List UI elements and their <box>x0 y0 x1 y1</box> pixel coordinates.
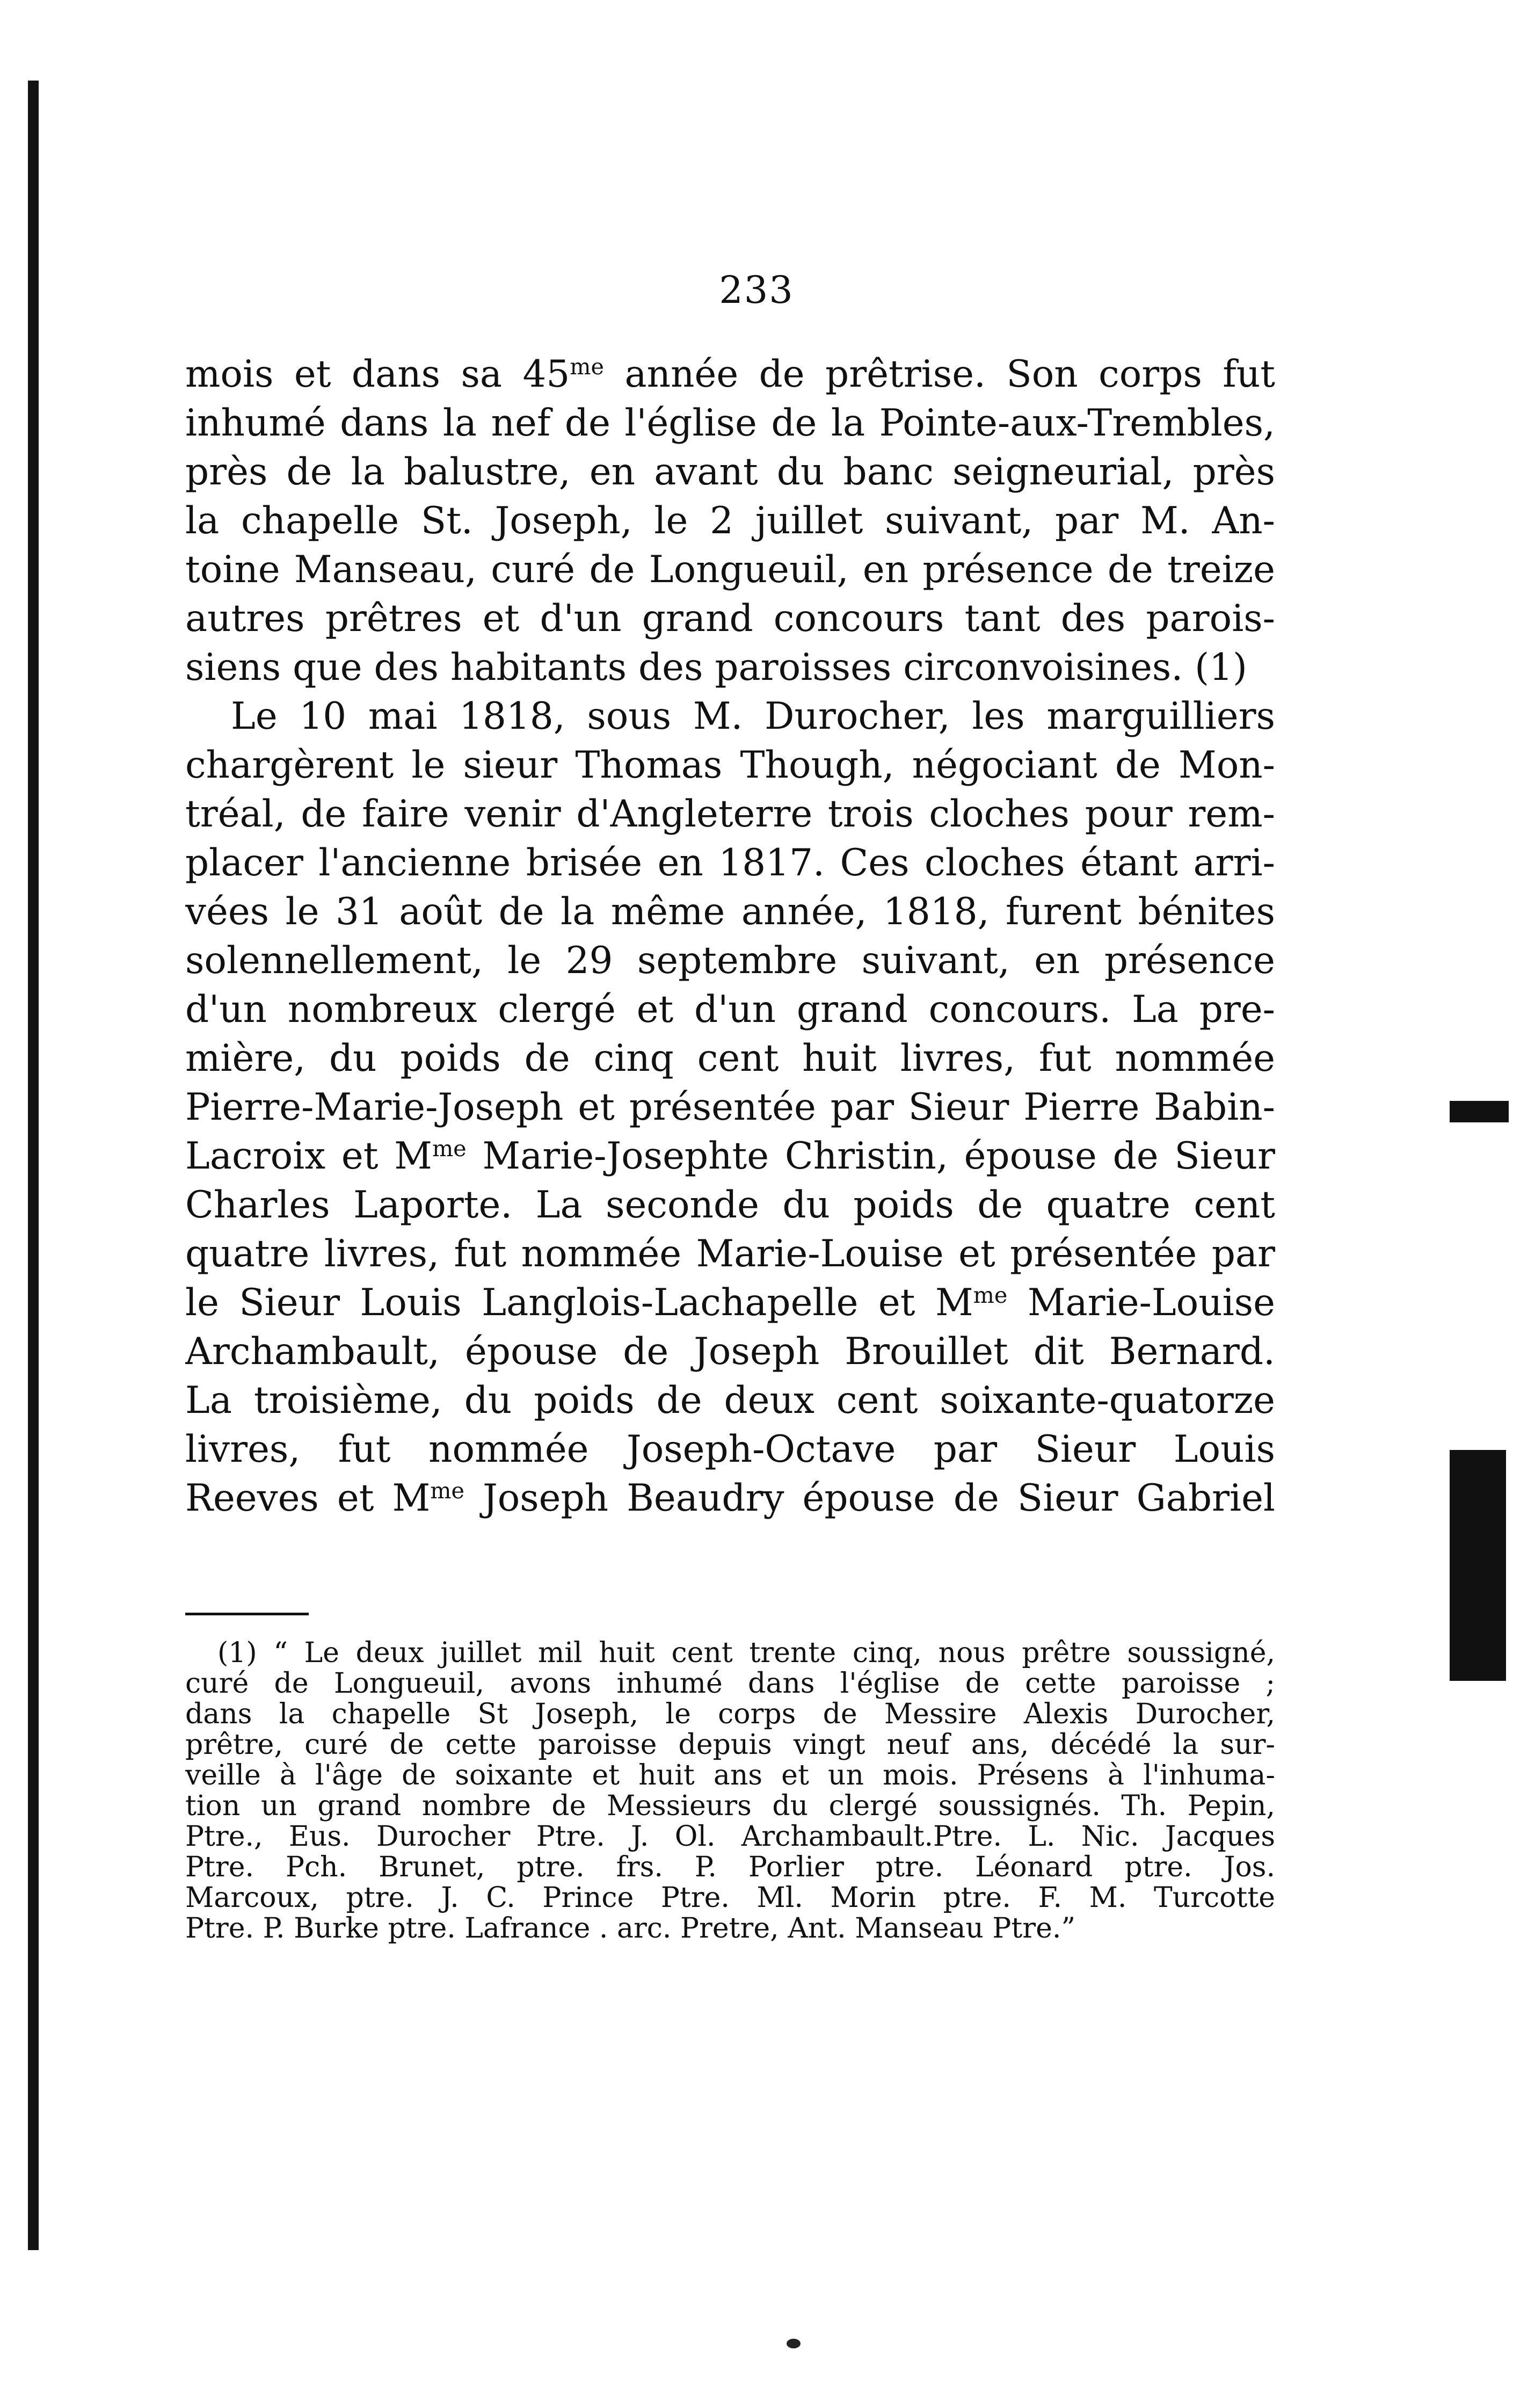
ink-speck <box>787 2339 801 2348</box>
text-line: Pierre-Marie-Joseph et présentée par Sieur Pierre Babin- <box>185 1086 1275 1129</box>
text-line: chargèrent le sieur Thomas Though, négociant de Mon- <box>185 744 1275 787</box>
footnote-line: dans la chapelle St Joseph, le corps de Messire Alexis Durocher, <box>185 1699 1275 1730</box>
footnote-line: Ptre. P. Burke ptre. Lafrance . arc. Pretre, Ant. Manseau Ptre.” <box>185 1913 1076 1944</box>
footnote-line: tion un grand nombre de Messieurs du clergé soussignés. Th. Pepin, <box>185 1791 1275 1822</box>
text-line: Lacroix et $M^{me}$ Marie-Josephte Christin, épouse de Sieur <box>185 1135 1275 1178</box>
text-line: d'un nombreux clergé et d'un grand concours. La pre- <box>185 988 1275 1031</box>
text-line: Le 10 mai 1818, sous M. Durocher, les marguilliers <box>231 695 1275 738</box>
text-line: le Sieur Louis Langlois-Lachapelle et $M^{me}$ Marie-Louise <box>185 1281 1275 1324</box>
text-line: autres prêtres et d'un grand concours tant des parois- <box>185 597 1275 640</box>
text-line: toine Manseau, curé de Longueuil, en présence de treize <box>185 548 1275 591</box>
text-line: mois et dans sa $45^{me}$ année de prêtrise. Son corps fut <box>185 353 1275 396</box>
page-number: 233 <box>719 268 794 312</box>
footnote-line: veille à l'âge de soixante et huit ans et un mois. Présens à l'inhuma- <box>185 1760 1275 1791</box>
text-line: inhumé dans la nef de l'église de la Pointe-aux-Trembles, <box>185 402 1275 445</box>
footnote-line: (1) “ Le deux juillet mil huit cent trente cinq, nous prêtre soussigné, <box>217 1638 1275 1669</box>
text-line: siens que des habitants des paroisses circonvoisines. (1) <box>185 646 1247 689</box>
binding-shadow <box>28 81 39 2250</box>
text-line: Charles Laporte. La seconde du poids de quatre cent <box>185 1184 1275 1227</box>
footnote-line: prêtre, curé de cette paroisse depuis vingt neuf ans, décédé la sur- <box>185 1730 1275 1760</box>
text-line: solennellement, le 29 septembre suivant, en présence <box>185 939 1275 982</box>
footnote-separator <box>185 1613 309 1615</box>
footnote-line: Ptre. Pch. Brunet, ptre. frs. P. Porlier ptre. Léonard ptre. Jos. <box>185 1852 1275 1883</box>
text-line: quatre livres, fut nommée Marie-Louise et présentée par <box>185 1232 1275 1275</box>
text-line: placer l'ancienne brisée en 1817. Ces cloches étant arri- <box>185 842 1275 884</box>
text-line: près de la balustre, en avant du banc seigneurial, près <box>185 451 1275 494</box>
text-line: la chapelle St. Joseph, le 2 juillet suivant, par M. An- <box>185 499 1275 542</box>
footnote-line: Marcoux, ptre. J. C. Prince Ptre. Ml. Morin ptre. F. M. Turcotte <box>185 1883 1275 1913</box>
scan-edge-mark <box>1450 1450 1506 1681</box>
text-line: vées le 31 août de la même année, 1818, furent bénites <box>185 890 1275 933</box>
footnote-line: Ptre., Eus. Durocher Ptre. J. Ol. Archambault.Ptre. L. Nic. Jacques <box>185 1822 1275 1852</box>
text-line: Archambault, épouse de Joseph Brouillet dit Bernard. <box>185 1330 1275 1373</box>
main-text <box>185 350 1275 1523</box>
text-line: Reeves et $M^{me}$ Joseph Beaudry épouse de Sieur Gabriel <box>185 1477 1275 1520</box>
text-line: tréal, de faire venir d'Angleterre trois cloches pour rem- <box>185 793 1275 836</box>
footnote-line: curé de Longueuil, avons inhumé dans l'église de cette paroisse ; <box>185 1669 1275 1699</box>
text-line: livres, fut nommée Joseph-Octave par Sieur Louis <box>185 1428 1275 1471</box>
text-line: mière, du poids de cinq cent huit livres, fut nommée <box>185 1037 1275 1080</box>
text-line: La troisième, du poids de deux cent soixante-quatorze <box>185 1379 1275 1422</box>
scan-edge-mark <box>1450 1101 1509 1122</box>
footnote <box>185 1638 1275 1944</box>
